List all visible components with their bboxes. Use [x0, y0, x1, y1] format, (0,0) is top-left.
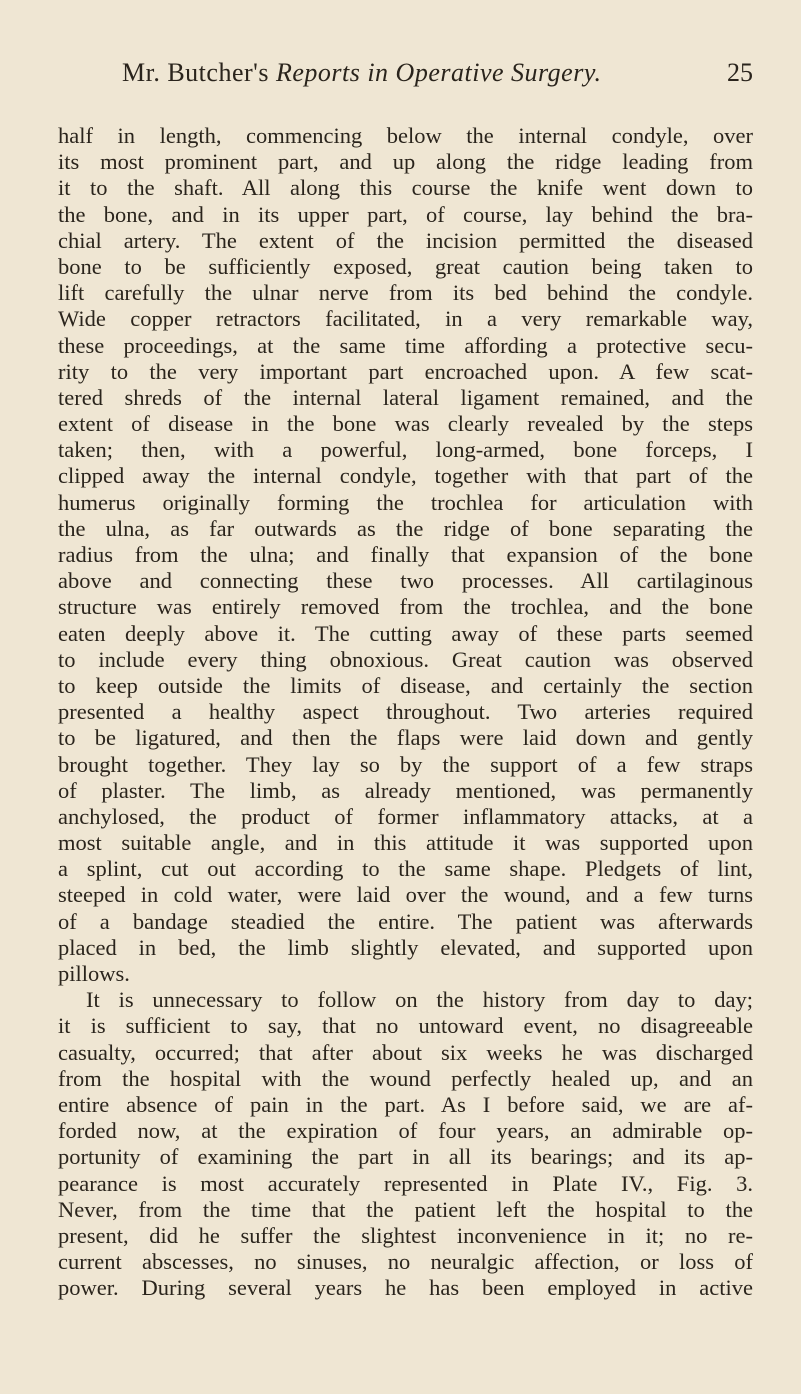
- text-line: portunity of examining the part in all its bearings; and its ap-: [58, 1144, 753, 1170]
- running-title: [122, 58, 601, 88]
- text-line: radius from the ulna; and finally that expansion of the bone: [58, 542, 753, 567]
- text-line: tered shreds of the internal lateral ligament remained, and the: [58, 384, 753, 410]
- text-line: brought together. They lay so by the support of a few straps: [58, 751, 753, 777]
- text-line: steeped in cold water, were laid over the wound, and a few turns: [58, 882, 753, 908]
- text-line: to include every thing obnoxious. Great caution was observed: [58, 646, 753, 672]
- body-text: [58, 123, 753, 1301]
- text-line: these proceedings, at the same time affording a protective secu-: [58, 332, 753, 358]
- text-line: presented a healthy aspect throughout. Two arteries required: [58, 699, 753, 725]
- text-line: the ulna, as far outwards as the ridge of bone separating the: [58, 515, 753, 541]
- text-line: its most prominent part, and up along the ridge leading from: [58, 149, 753, 175]
- text-line: a splint, cut out according to the same shape. Pledgets of lint,: [58, 856, 753, 882]
- text-line: chial artery. The extent of the incision permitted the diseased: [58, 227, 753, 253]
- text-line: structure was entirely removed from the trochlea, and the bone: [58, 594, 753, 620]
- text-line: pearance is most accurately represented in Plate IV., Fig. 3.: [58, 1170, 753, 1196]
- page-number: 25: [727, 58, 753, 87]
- text-line: Wide copper retractors facilitated, in a very remarkable way,: [58, 306, 753, 332]
- text-line: forded now, at the expiration of four years, an admirable op-: [58, 1118, 753, 1144]
- running-head: [58, 58, 753, 94]
- text-line: anchylosed, the product of former inflammatory attacks, at a: [58, 803, 753, 829]
- text-line: pillows.: [58, 961, 130, 986]
- text-line: rity to the very important part encroached upon. A few scat-: [58, 358, 753, 384]
- running-title-author: Mr. Butcher's: [122, 58, 269, 87]
- text-line: above and connecting these two processes. All cartilaginous: [58, 568, 753, 594]
- text-line: placed in bed, the limb slightly elevated, and supported upon: [58, 934, 753, 960]
- text-line: it is sufficient to say, that no untoward event, no disagreeable: [58, 1013, 753, 1039]
- text-line: taken; then, with a powerful, long-armed, bone forceps, I: [58, 437, 753, 463]
- text-line: casualty, occurred; that after about six weeks he was discharged: [58, 1039, 753, 1065]
- text-line: current abscesses, no sinuses, no neuralgic affection, or loss of: [58, 1249, 753, 1275]
- text-line: bone to be sufficiently exposed, great caution being taken to: [58, 253, 753, 279]
- text-line: of plaster. The limb, as already mentioned, was permanently: [58, 777, 753, 803]
- text-line: Never, from the time that the patient left the hospital to the: [58, 1196, 753, 1222]
- text-line: present, did he suffer the slightest inconvenience in it; no re-: [58, 1222, 753, 1248]
- text-line: it to the shaft. All along this course the knife went down to: [58, 175, 753, 201]
- text-line: It is unnecessary to follow on the history from day to day;: [86, 987, 753, 1013]
- text-line: of a bandage steadied the entire. The patient was afterwards: [58, 908, 753, 934]
- running-title-italic: Reports in Operative Surgery.: [275, 58, 602, 87]
- text-line: to keep outside the limits of disease, and certainly the section: [58, 672, 753, 698]
- text-line: clipped away the internal condyle, together with that part of the: [58, 463, 753, 489]
- text-line: the bone, and in its upper part, of course, lay behind the bra-: [58, 201, 753, 227]
- text-line: from the hospital with the wound perfectly healed up, and an: [58, 1065, 753, 1091]
- text-line: eaten deeply above it. The cutting away of these parts seemed: [58, 620, 753, 646]
- text-line: most suitable angle, and in this attitude it was supported upon: [58, 830, 753, 856]
- text-line: to be ligatured, and then the flaps were laid down and gently: [58, 725, 753, 751]
- text-line: humerus originally forming the trochlea for articulation with: [58, 489, 753, 515]
- text-line: extent of disease in the bone was clearly revealed by the steps: [58, 411, 753, 437]
- text-line: half in length, commencing below the internal condyle, over: [58, 123, 753, 148]
- text-line: lift carefully the ulnar nerve from its bed behind the condyle.: [58, 280, 753, 306]
- text-line: entire absence of pain in the part. As I before said, we are af-: [58, 1091, 753, 1117]
- text-line: power. During several years he has been employed in active: [58, 1275, 753, 1301]
